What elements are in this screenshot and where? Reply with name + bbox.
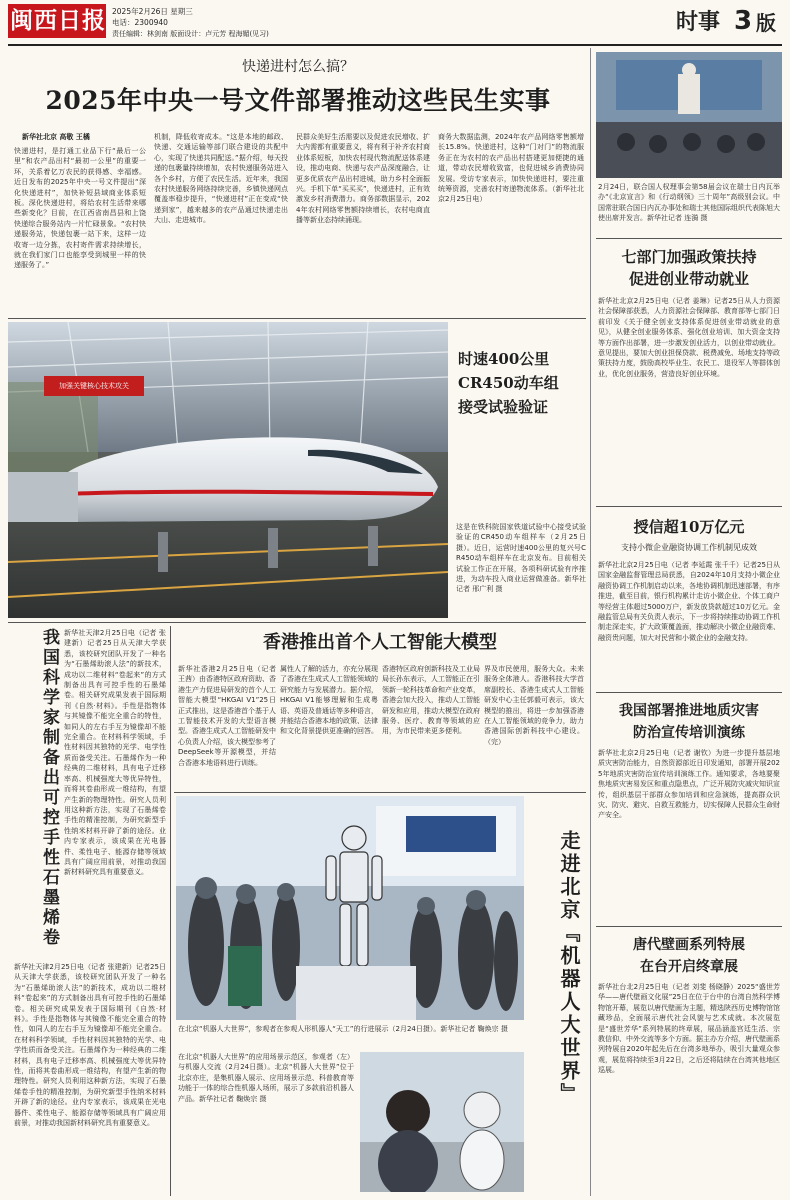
- disaster-body: 新华社北京2月25日电（记者 谢钦）为进一步提升基层地质灾害防治能力，自然资源部近日印发通知，部署开展2025年地质灾害防治宣传培训演练工作。通知要求，各地要聚焦地质灾害易发区和重点隐患点，广泛开展防灾减灾知识宣传，组织基层干部群众参加培训和应急演练，提高群众识灾、防灾、避灾、自救互救能力，切实保障人民群众生命财产安全。: [598, 749, 780, 820]
- mural-body: 新华社台北2月25日电（记者 刘斐 杨晓静）2025“盛世芳华——唐代壁画文化展”25日在位于台中的台湾自然科学博物馆开幕，展览以唐代壁画为主题，精选陕西历史博物馆馆藏珍品，全面展示唐代社会风貌与艺术成就。本次展览是“盛世芳华”系列特展的终章展，展品涵盖宫廷生活、宗教信仰、中外交流等多个方面。据主办方介绍，唐代壁画系列特展自2020年起先后在台湾多地举办，吸引大量观众参观，展览将持续至3月22日，之后还将陆续在台湾其他地区巡展。: [598, 983, 780, 1075]
- train-photo-illustration: [8, 322, 448, 618]
- un-photo-caption: 2月24日，联合国人权理事会第58届会议在瑞士日内瓦举办“《北京宣言》和《行动纲领》三十周年”高级别会议。中国常驻联合国日内瓦办事处和瑞士其他国际组织代表陈旭大使出席并发言。新华社记者 连漪 摄: [598, 183, 780, 223]
- page-suffix: 版: [756, 11, 776, 35]
- robot-body: 在北京“机器人大世界”的应用场景示范区，参观者（左）与机器人交流（2月24日摄）。北京“机器人大世界”位于北京亦庄，是集机器人展示、应用场景示范、科普教育等功能于一体的综合性机器人场所，展示了多款前沿机器人产品。新华社记者 鞠焕宗 摄: [178, 1053, 354, 1103]
- lead-col-3: 民群众美好生活需要以及促进农民增收、扩大内需都有重要意义，将有利于补齐农村商业体系短板，加快农村现代物流配送体系建设，推动电商、快递与农产品深度融合，让更多优质农产品出村进城，助力乡村全面振兴。手机下单“买买买”，快递进村，正有效激发乡村消费潜力。商务部数据显示，2024年农村网络零售额持续增长，农村电商直播等新业态持续涌现。: [296, 133, 430, 225]
- masthead-rule: [8, 44, 782, 46]
- section-name: 时事: [676, 9, 721, 35]
- credit-subhead: 支持小微企业融资协调工作机制见成效: [621, 543, 757, 552]
- credit-body: 新华社北京2月25日电（记者 李延霞 张千千）记者25日从国家金融监督管理总局获悉，自2024年10月支持小微企业融资协调工作机制启动以来，各地协调机制迅速部署，有序推进，截至目前，银行机构累计走访小微企业、个体工商户等经营主体超过5000万户，新发放贷款超过10万亿元。金融监管总局有关负责人表示，下一步将持续推动协调工作机制走深走实，扩大政策覆盖面，推动解决小微企业融资难、融资贵问题，加大对民营和小微企业的金融支持。: [598, 561, 780, 642]
- graphene-headline: 我国科学家制备出可控手性石墨烯卷: [39, 628, 59, 948]
- lead-col-4: 商务大数据监测，2024年农产品网络零售额增长15.8%。快递进村，这种“门对门”的物流服务正在为农村的农产品出村搭建更加便捷的通道，带动农民增收致富，也促进城乡消费协同发展。受访专家表示，加快快递进村，要注重统筹资源，完善农村寄递物流体系。（新华社北京2月25日电）: [438, 133, 584, 204]
- train-banner: 加强关键核心技术攻关: [59, 382, 129, 390]
- editors-line: 责任编辑：林剑南 版面设计：卢元芳 程海媚(见习): [112, 30, 269, 38]
- column-divider: [590, 48, 591, 1196]
- lead-kicker: 快递进村怎么搞？: [242, 59, 354, 75]
- disaster-headline-1: 我国部署推进地质灾害: [619, 703, 759, 719]
- graphene-body-b: 新华社天津2月25日电（记者 张建新）记者25日从天津大学获悉，该校研究团队开发了一种名为“石墨烯助滚人法”的新技术，成功以二维材料“卷起来”的方式制备出具有可控手性的石墨烯卷。相关研究成果发表于国际期刊《自然·材料》。手性是指物体与其镜像不能完全重合的特性，如同人的左右手互为镜像却不能完全重合。在材料科学领域，手性材料因其独特的光学、电学性质而备受关注。石墨烯作为一种经典的二维材料，具有电子迁移率高、机械强度大等优异特性，而将其卷曲形成一维结构，有望产生新的物理特性。研究人员利用这种新方法，实现了石墨烯卷手性的精准控制，为研究新型手性纳米材料开辟了新的途径。业内专家表示，该成果在光电器件、柔性电子、能源存储等领域具有广阔应用前景，对推动我国新材料研究具有重要意义。: [14, 963, 166, 1128]
- robot-photo-illustration: [176, 796, 524, 1020]
- hk-body-4: 界及市民使用，服务大众。未来服务全体港人。香港科技大学首席副校长、香港生成式人工智能研发中心主任郭毅可表示，该大模型的推出，将进一步加强香港在人工智能领域的竞争力，助力香港国际创新科技中心建设。（完）: [484, 665, 584, 746]
- robot-photo-2: [360, 1052, 524, 1192]
- disaster-bottom-rule: [596, 926, 782, 927]
- paper-name: 闽西日报: [10, 7, 106, 34]
- robot-photo-2-illustration: [360, 1052, 524, 1192]
- robot-photo: [176, 796, 524, 1020]
- train-photo: [8, 322, 448, 618]
- entrepreneur-bottom-rule: [596, 506, 782, 507]
- graphene-divider: [170, 626, 171, 1196]
- lead-bottom-rule: [8, 318, 586, 319]
- lead-col-2: 机制，降低收寄成本。“这是本地的邮政、快递、交通运输等部门联合建设的共配中心，实现了快递共同配送。”据介绍，每天投递的包裹量持续增加，农村快递服务站进入各个乡村，方便了农民生活。近年来，我国农村快递服务网络持续完善，乡镇快递网点覆盖率稳步提升，“快递进村”正在变成“快递到家”，越来越多的农产品通过快递走出大山、走进城市。: [154, 133, 288, 225]
- issue-date: 2025年2月26日 星期三: [112, 7, 193, 16]
- train-caption: 这是在铁科院国家铁道试验中心接受试验验证的CR450动车组样车（2月25日摄）。近日，运营时速400公里的复兴号CR450动车组样车在北京发布。目前相关试验工作正在开展，各项科研试验有序推进，为动车投入商业运营做准备。新华社记者 邢广利 摄: [456, 523, 586, 594]
- hk-body-3: 香港特区政府创新科技及工业局局长孙东表示，人工智能正在引领新一轮科技革命和产业变革，香港会加大投入，推动人工智能研发和应用，推动大模型在政府服务、医疗、教育等领域的应用，为市民带来更多便利。: [382, 665, 480, 736]
- credit-bottom-rule: [596, 692, 782, 693]
- mural-headline-1: 唐代壁画系列特展: [633, 937, 745, 953]
- credit-headline: 授信超10万亿元: [633, 518, 745, 536]
- disaster-headline-2: 防治宣传培训演练: [633, 725, 745, 741]
- masthead: [0, 0, 790, 44]
- un-photo: [596, 52, 782, 178]
- train-title-2: CR450动车组: [458, 374, 559, 392]
- train-title-1: 时速400公里: [458, 350, 550, 368]
- hk-bottom-rule: [174, 792, 586, 793]
- mural-headline-2: 在台开启终章展: [640, 959, 738, 975]
- page-number: 3: [734, 6, 753, 36]
- train-title-3: 接受试验验证: [458, 398, 549, 416]
- train-bottom-rule: [8, 622, 586, 623]
- robot-photo-caption: 在北京“机器人大世界”，参观者在参观人形机器人“天工”的行进展示（2月24日摄）。新华社记者 鞠焕宗 摄: [178, 1025, 508, 1033]
- entrepreneur-headline-2: 促进创业带动就业: [628, 270, 749, 288]
- hk-headline: 香港推出首个人工智能大模型: [263, 632, 497, 653]
- graphene-body-a: 新华社天津2月25日电（记者 张建新）记者25日从天津大学获悉，该校研究团队开发了一种名为“石墨烯助滚人法”的新技术，成功以二维材料“卷起来”的方式制备出具有可控手性的石墨烯卷。相关研究成果发表于国际期刊《自然·材料》。手性是指物体与其镜像不能完全重合的特性，如同人的左右手互为镜像却不能完全重合。在材料科学领域，手性材料因其独特的光学、电学性质而备受关注。石墨烯作为一种经典的二维材料，具有电子迁移率高、机械强度大等优异特性，而将其卷曲形成一维结构，有望产生新的物理特性。研究人员利用这种新方法，实现了石墨烯卷手性的精准控制，为研究新型手性纳米材料开辟了新的途径。业内专家表示，该成果在光电器件、柔性电子、能源存储等领域具有广阔应用前景，对推动我国新材料研究具有重要意义。: [64, 629, 166, 877]
- un-photo-illustration: [596, 52, 782, 178]
- un-bottom-rule: [596, 238, 782, 239]
- robot-vertical-title: 走进北京『机器人大世界』: [557, 830, 581, 1106]
- entrepreneur-headline-1: 七部门加强政策扶持: [621, 248, 757, 266]
- hk-body-1: 新华社香港2月25日电（记者 王茜）由香港特区政府资助、香港生产力促进局研发的首个人工智能大模型“HKGAI V1”25日正式推出，这是香港首个基于人工智能技术开发的大型语言模型。香港生成式人工智能研发中心负责人介绍，该大模型参考了DeepSeek等开源模型，并结合香港本地语料进行训练。: [178, 665, 276, 767]
- lead-byline: 新华社北京 高敬 王橘: [22, 133, 90, 141]
- hk-body-2: 属性人了解的活力，亦充分展现了香港在生成式人工智能领域的研究能力与发展潜力。据介绍，HKGAI V1能够理解和生成粤语、英语及普通话等多种语言，并能结合香港本地的政策、法律和文化背景提供更准确的回答。: [280, 665, 378, 736]
- phone-line: 电话：2300940: [112, 18, 168, 27]
- lead-headline: 2025年中央一号文件部署推动这些民生实事: [45, 86, 551, 115]
- lead-col-1: 快递进村，是打通工业品下行“最后一公里”和农产品出村“最初一公里”的重要一环，关系着亿万农民的获得感、幸福感。近日发布的2025年中央一号文件提出“深化快递进村”，加快补短县域商业体系短板。深化快递进村，将给农村生活带来哪些新变化？目前，在江西省南昌县和上饶快递综合服务站内一片忙碌景象。“农村快递服务站，快递包裹一站下来，这样一边收寄一边分拣，农村寄件需求持续增长，就在我们家门口也能享受到城里一样的快递服务了。”: [14, 147, 146, 270]
- entrepreneur-body: 新华社北京2月25日电（记者 姜琳）记者25日从人力资源社会保障部获悉，人力资源社会保障部、教育部等七部门日前印发《关于健全创业支持体系促进创业带动就业的意见》，从健全创业服务体系、强化创业培训、加大资金支持等方面作出部署，进一步激发创业活力，以创业带动就业。意见提出，要加大创业担保贷款、税费减免、场地支持等政策扶持力度，鼓励高校毕业生、农民工、退役军人等群体创业，优化创业服务，营造良好创业环境。: [598, 297, 780, 378]
